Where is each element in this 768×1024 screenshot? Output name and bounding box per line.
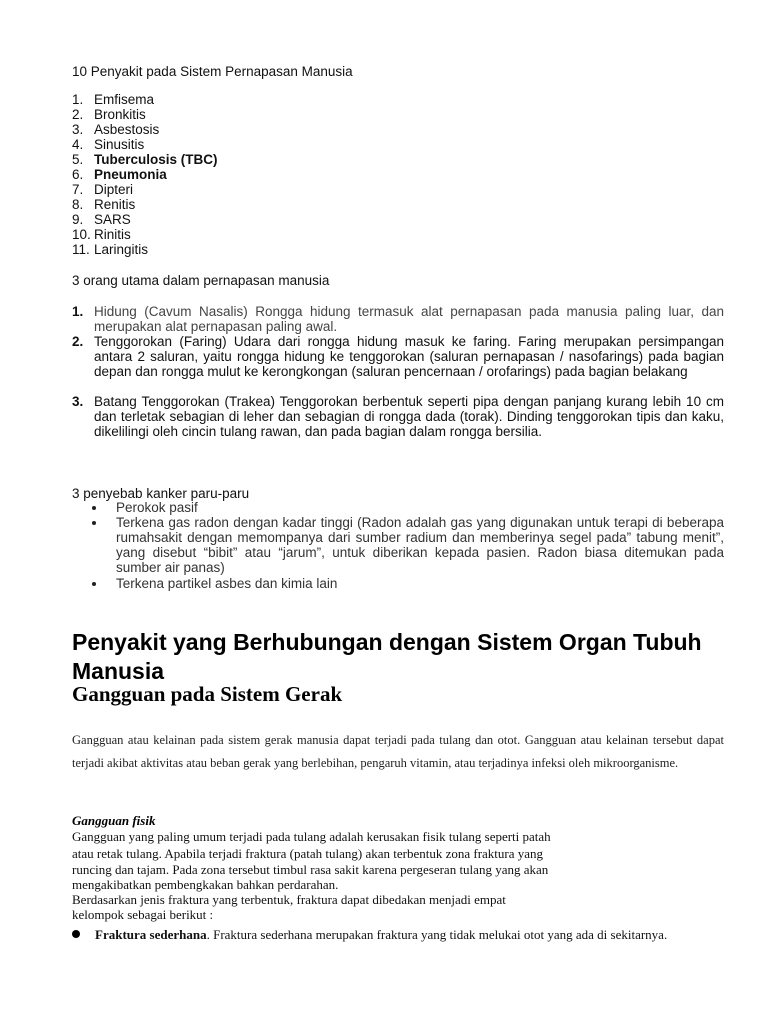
list-label: SARS (94, 212, 131, 227)
paragraph-line: runcing dan tajam. Pada zona tersebut timbul rasa sakit karena pergeseran tulang yang akan (72, 862, 549, 877)
list-number: 8. (72, 197, 84, 212)
paragraph-line: kelompok sebagai berikut : (72, 907, 214, 922)
cause-text: Terkena partikel asbes dan kimia lain (116, 576, 338, 591)
list-label: Asbestosis (94, 122, 160, 137)
fracture-type-item (72, 925, 724, 944)
cause-item (92, 515, 724, 575)
paragraph-line: atau retak tulang. Apabila terjadi fraktura (patah tulang) akan terbentuk zona fraktura yang (72, 846, 544, 861)
organ-number: 3. (72, 394, 84, 409)
list-label: Pneumonia (94, 167, 167, 182)
list-number: 6. (72, 167, 84, 182)
fracture-type-description: . Fraktura sederhana merupakan fraktura yang tidak melukai otot yang ada di sekitarnya. (206, 927, 668, 942)
organ-item-pharynx (72, 334, 724, 379)
bullet-icon (92, 506, 96, 510)
organ-number: 2. (72, 334, 84, 349)
organ-text: Hidung (Cavum Nasalis) Rongga hidung termasuk alat pernapasan pada manusia paling luar, dan merupakan alat pernapasan paling awal. (94, 304, 724, 334)
cause-text: Terkena gas radon dengan kadar tinggi (Radon adalah gas yang digunakan untuk terapi di beberapa rumahsakit dengan memompanya dari sumber radium dan memberinya segel pada” tabung menit”, yang disebut “bibit” atau “jarum”, untuk diberikan kepada pasien. Radon biasa ditemukan pada sumber air panas) (116, 515, 724, 575)
list-number: 1. (72, 92, 84, 107)
list-number: 10. (72, 227, 91, 242)
list-number: 11. (72, 242, 90, 257)
list-item (72, 122, 218, 137)
list-item (72, 92, 218, 107)
organ-number: 1. (72, 304, 84, 319)
list-item (72, 137, 218, 152)
fracture-type-term: Fraktura sederhana (95, 927, 207, 942)
organ-text: Tenggorokan (Faring) Udara dari rongga hidung masuk ke faring. Faring merupakan persimpangan antara 2 saluran, yaitu rongga hidung ke tenggorokan (saluran pernapasan / nasofarings) pada bagian depan dan rongga mulut ke kerongkongan (saluran pencernaan / orofarings) pada bagian belakang (94, 334, 724, 379)
list-label: Rinitis (94, 227, 131, 242)
list-number: 3. (72, 122, 84, 137)
paragraph-line: Gangguan yang paling umum terjadi pada tulang adalah kerusakan fisik tulang seperti patah (72, 829, 551, 844)
list-item (72, 227, 218, 242)
list-item (72, 197, 218, 212)
cause-item (92, 500, 724, 515)
list-label: Dipteri (94, 182, 134, 197)
list-label: Emfisema (94, 92, 155, 107)
cause-item (92, 576, 724, 591)
intro-paragraph: Gangguan atau kelainan pada sistem gerak manusia dapat terjadi pada tulang dan otot. Gangguan atau kelainan tersebut dapat terjadi akibat aktivitas atau beban gerak yang berlebihan, pengaruh vitamin, atau terjadinya infeksi oleh mikroorganisme. (72, 733, 724, 770)
list-item (72, 182, 218, 197)
organ-item-nose (72, 304, 724, 334)
list-label: Tuberculosis (TBC) (94, 152, 218, 167)
list-item (72, 212, 218, 227)
respiratory-organs-title: 3 orang utama dalam pernapasan manusia (72, 273, 330, 288)
list-label: Laringitis (94, 242, 149, 257)
cause-text: Perokok pasif (116, 500, 198, 515)
bullet-icon (92, 582, 96, 586)
list-number: 4. (72, 137, 84, 152)
list-number: 9. (72, 212, 84, 227)
article-subheading: Gangguan pada Sistem Gerak (72, 682, 343, 706)
lung-cancer-causes-title: 3 penyebab kanker paru-paru (72, 486, 250, 501)
physical-disorder-heading: Gangguan fisik (72, 813, 156, 828)
paragraph-line: mengakibatkan pembengkakan bahkan perdarahan. (72, 877, 339, 892)
list-item (72, 152, 218, 167)
respiratory-diseases-title: 10 Penyakit pada Sistem Pernapasan Manusia (72, 64, 353, 79)
list-item (72, 242, 218, 257)
bullet-icon (92, 521, 96, 525)
respiratory-diseases-list (72, 92, 218, 257)
list-label: Bronkitis (94, 107, 146, 122)
list-number: 5. (72, 152, 84, 167)
article-heading: Penyakit yang Berhubungan dengan Sistem Organ Tubuh Manusia (72, 629, 702, 684)
paragraph-line: Berdasarkan jenis fraktura yang terbentuk, fraktura dapat dibedakan menjadi empat (72, 892, 506, 907)
list-number: 7. (72, 182, 84, 197)
list-label: Sinusitis (94, 137, 145, 152)
organ-text: Batang Tenggorokan (Trakea) Tenggorokan berbentuk seperti pipa dengan panjang kurang lebih 10 cm dan terletak sebagian di leher dan sebagian di rongga dada (torak). Dinding tenggorokan tipis dan kaku, dikelilingi oleh cincin tulang rawan, dan pada bagian dalam rongga bersilia. (94, 394, 724, 439)
list-item (72, 107, 218, 122)
organ-item-trachea (72, 394, 724, 439)
fracture-type-text (95, 925, 724, 944)
list-number: 2. (72, 107, 84, 122)
bullet-icon (72, 930, 80, 938)
list-item (72, 167, 218, 182)
list-label: Renitis (94, 197, 136, 212)
